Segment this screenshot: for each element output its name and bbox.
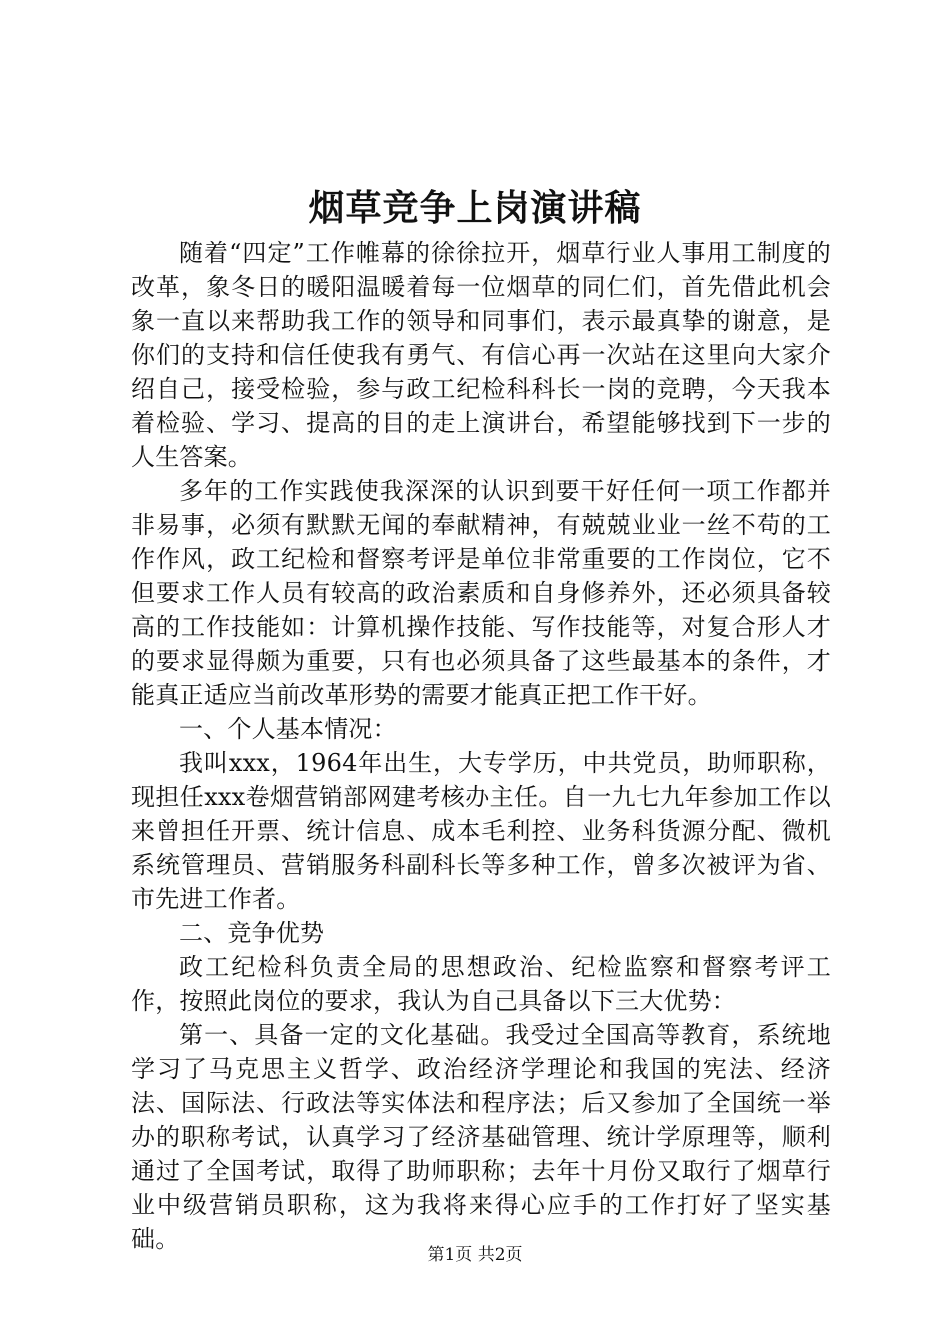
section-heading-personal-info: 一、个人基本情况： xyxy=(179,715,397,743)
paragraph-personal-info: 我叫xxx，1964年出生，大专学历，中共党员，助师职称，现担任xxx卷烟营销部网建考核办主任。自一九七九年参加工作以来曾担任开票、统计信息、成本毛利控、业务科货源分配、微机系统管理员、营销服务科副科长等多种工作，曾多次被评为省、市先进工作者。 xyxy=(131,749,831,913)
paragraph-work-practice: 多年的工作实践使我深深的认识到要干好任何一项工作都并非易事，必须有默默无闻的奉献精神，有兢兢业业一丝不苟的工作作风，政工纪检和督察考评是单位非常重要的工作岗位，它不但要求工作人员有较高的政治素质和自身修养外，还必须具备较高的工作技能如：计算机操作技能、写作技能等，对复合形人才的要求显得颇为重要，只有也必须具备了这些最基本的条件，才能真正适应当前改革形势的需要才能真正把工作干好。 xyxy=(131,477,831,709)
paragraph-advantages-intro: 政工纪检科负责全局的思想政治、纪检监察和督察考评工作，按照此岗位的要求，我认为自己具备以下三大优势： xyxy=(131,953,831,1015)
paragraph-advantage-one: 第一、具备一定的文化基础。我受过全国高等教育，系统地学习了马克思主义哲学、政治经济学理论和我国的宪法、经济法、国际法、行政法等实体法和程序法；后又参加了全国统一举办的职称考试，认真学习了经济基础管理、统计学原理等，顺利通过了全国考试，取得了助师职称；去年十月份又取行了烟草行业中级营销员职称，这为我将来得心应手的工作打好了坚实基础。 xyxy=(131,1021,831,1253)
document-body xyxy=(131,236,831,1256)
document-title: 烟草竞争上岗演讲稿 xyxy=(308,187,642,229)
paragraph-intro: 随着“四定”工作帷幕的徐徐拉开，烟草行业人事用工制度的改革，象冬日的暖阳温暖着每一位烟草的同仁们，首先借此机会象一直以来帮助我工作的领导和同事们，表示最真挚的谢意，是你们的支持和信任使我有勇气、有信心再一次站在这里向大家介绍自己，接受检验，参与政工纪检科科长一岗的竞聘，今天我本着检验、学习、提高的目的走上演讲台，希望能够找到下一步的人生答案。 xyxy=(131,239,831,471)
page-footer: 第1页 共2页 xyxy=(427,1245,523,1265)
section-heading-advantages: 二、竞争优势 xyxy=(179,919,325,947)
